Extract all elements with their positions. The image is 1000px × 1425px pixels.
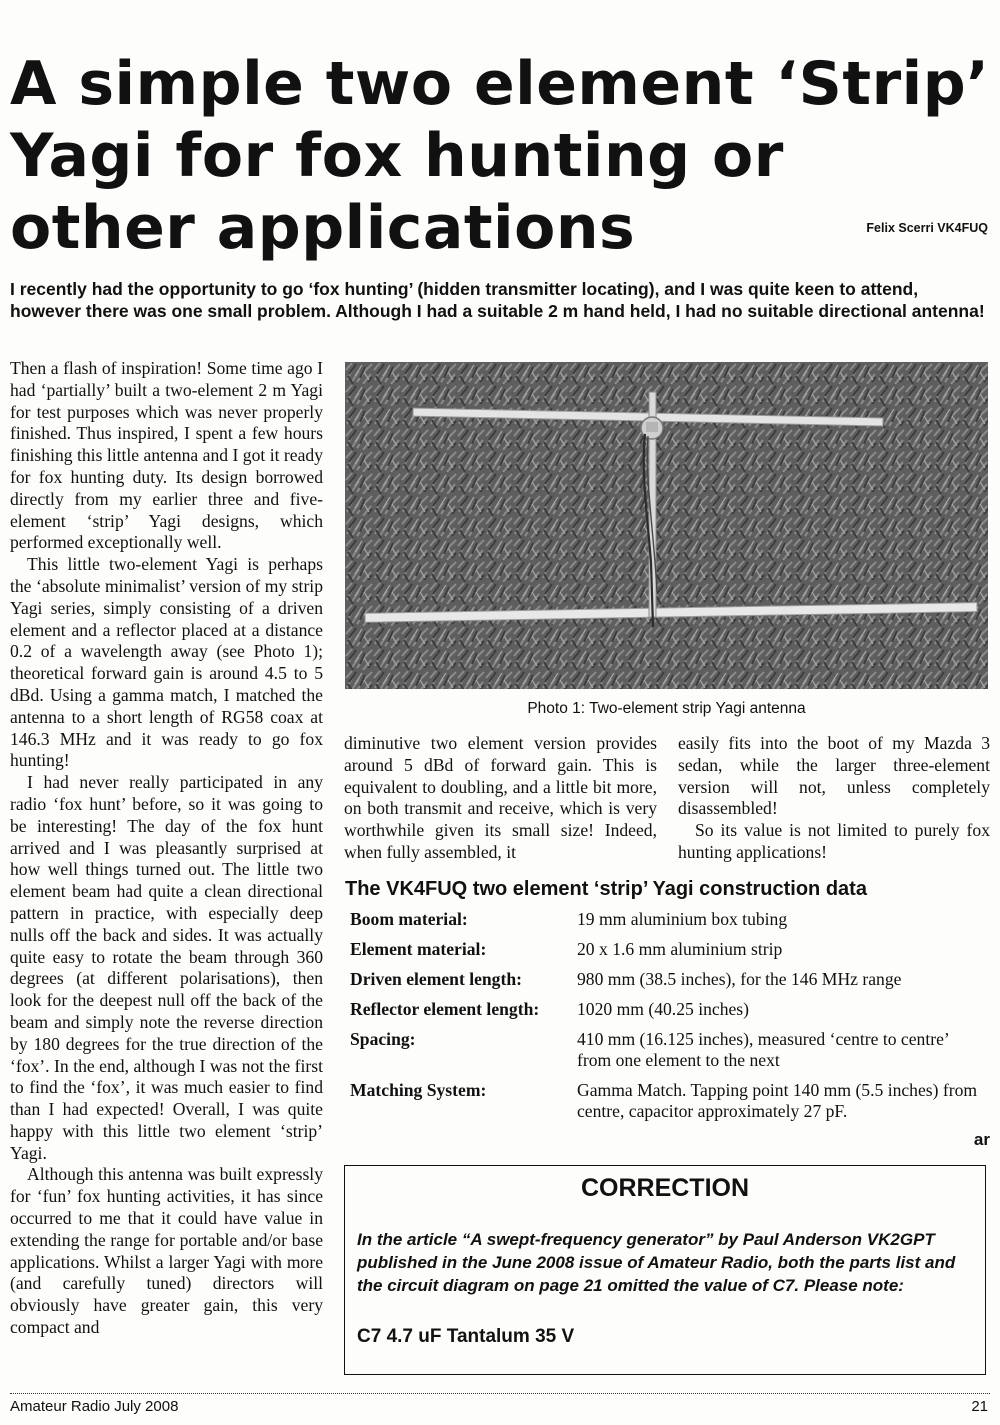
table-row [345,966,990,996]
row-value: 1020 mm (40.25 inches) [577,999,750,1019]
page-number: 21 [971,1398,988,1415]
paragraph: Although this antenna was built expressly for ‘fun’ fox hunting activities, it has since occurred to me that it could have value in extending the range for portable and/or base applications. Whilst a larger Yagi with more (and carefully tuned) directors will obviously have greater gain, this very compact and [10,1164,323,1338]
correction-value: C7 4.7 uF Tantalum 35 V [357,1326,575,1347]
table-row [345,1026,990,1077]
left-column [10,358,323,1339]
table-row [345,1077,990,1128]
footer-divider [10,1393,990,1394]
correction-box [344,1165,986,1375]
article-title: A simple two element ‘Strip’ Yagi for fox hunting or other applications [10,49,990,263]
row-label: Boom material: [350,909,468,929]
antenna-photo [345,362,988,689]
paragraph: So its value is not limited to purely fox hunting applications! [678,820,990,862]
construction-data-table [345,906,990,1128]
row-label: Spacing: [350,1029,416,1049]
paragraph: This little two-element Yagi is perhaps the ‘absolute minimalist’ version of my strip Yagi series, simply consisting of a driven element and a reflector placed at a distance 0.2 of a wavelength away (see Photo 1); theoretical forward gain is around 4.5 to 5 dBd. Using a gamma match, I matched the antenna to a short length of RG58 coax at 146.3 MHz and it was ready to go fox hunting! [10,554,323,771]
right-column [678,733,990,864]
paragraph: easily fits into the boot of my Mazda 3 sedan, while the larger three-element version will not, unless completely disassembled! [678,733,990,819]
row-value: 19 mm aluminium box tubing [577,909,788,929]
construction-data-heading: The VK4FUQ two element ‘strip’ Yagi construction data [345,878,867,900]
paragraph: Then a flash of inspiration! Some time ago I had ‘partially’ built a two-element 2 m Yagi for test purposes which was never properly finished. Thus inspired, I spent a few hours finishing this little antenna and I got it ready for fox hunting duty. Its design borrowed directly from my earlier three and five-element ‘strip’ Yagi designs, which performed exceptionally well. [10,358,323,553]
middle-column [344,733,657,864]
paragraph: diminutive two element version provides around 5 dBd of forward gain. This is equivalent to doubling, and a little bit more, on both transmit and receive, which is very worthwhile given its small size! Indeed, when fully assembled, it [344,733,657,862]
photo-caption: Photo 1: Two-element strip Yagi antenna [527,700,806,717]
table-row [345,906,990,936]
row-label: Driven element length: [350,969,522,989]
row-label: Element material: [350,939,487,959]
row-label: Reflector element length: [350,999,540,1019]
row-value: Gamma Match. Tapping point 140 mm (5.5 inches) from centre, capacitor approximately 27 pF. [577,1080,978,1121]
row-label: Matching System: [350,1080,487,1100]
row-value: 980 mm (38.5 inches), for the 146 MHz range [577,969,902,989]
paragraph: I had never really participated in any radio ‘fox hunt’ before, so it was going to be interesting! The day of the fox hunt arrived and I was pleasantly surprised at how well things turned out. The little two element beam had quite a clean directional pattern in practice, with especially deep nulls off the back and sides. It was actually quite easy to rotate the beam through 360 degrees (at different polarisations), then look for the deepest null off the back of the beam and simply note the reverse direction by 180 degrees for the true direction of the ‘fox’. In the end, although I was not the first to find the ‘fox’, it was much easier to find than I had expected! Overall, I was quite happy with this little two element ‘strip’ Yagi. [10,772,323,1163]
footer-publication: Amateur Radio July 2008 [10,1398,179,1415]
article-end-mark: ar [973,1130,990,1149]
author-byline: Felix Scerri VK4FUQ [866,221,988,235]
table-row [345,936,990,966]
article-lead: I recently had the opportunity to go ‘fox hunting’ (hidden transmitter locating), and I was quite keen to attend, however there was one small problem. Although I had a suitable 2 m hand held, I had no suitable directional antenna! [10,279,985,321]
correction-title: CORRECTION [580,1174,750,1202]
row-value: 20 x 1.6 mm aluminium strip [577,939,783,959]
yagi-antenna-image [345,362,988,689]
row-value: 410 mm (16.125 inches), measured ‘centre to centre’ from one element to the next [577,1029,949,1070]
table-row [345,996,990,1026]
correction-text: In the article “A swept-frequency generator” by Paul Anderson VK2GPT published in the June 2008 issue of Amateur Radio, both the parts list and the circuit diagram on page 21 omitted the value of C7. Please note: [357,1230,956,1295]
